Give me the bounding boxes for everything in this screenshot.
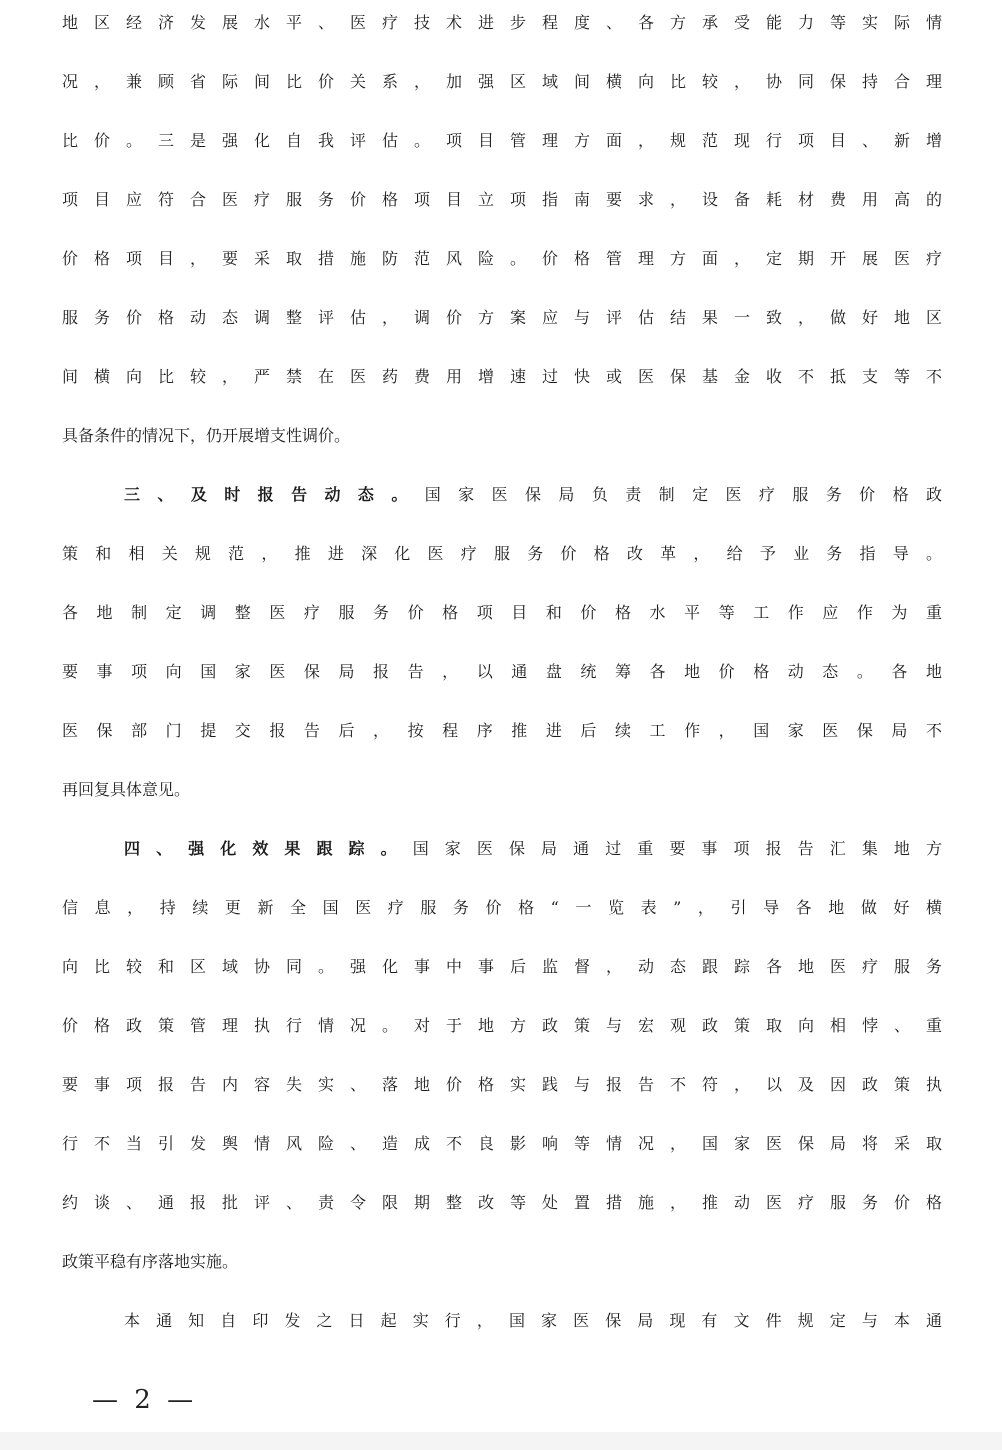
text-line: 本通知自印发之日起实行，国家医保局现有文件规定与本通 xyxy=(124,1311,942,1330)
text-line: 况，兼顾省际间比价关系，加强区域间横向比较，协同保持合理 xyxy=(62,72,942,91)
text-line: 间横向比较，严禁在医药费用增速过快或医保基金收不抵支等不 xyxy=(62,367,942,386)
text-line: 服务价格动态调整评估，调价方案应与评估结果一致，做好地区 xyxy=(62,308,942,327)
section-3 xyxy=(62,482,942,836)
section-3-heading: 三、及时报告动态。 xyxy=(124,485,425,504)
document-page xyxy=(62,10,942,1405)
text-line: 策和相关规范，推进深化医疗服务价格改革，给予业务指导。 xyxy=(62,544,942,563)
text-line: 再回复具体意见。 xyxy=(62,780,191,799)
text-line: 国家医保局通过重要事项报告汇集地方 xyxy=(412,839,942,858)
section-4 xyxy=(62,836,942,1308)
text-line: 比价。三是强化自我评估。项目管理方面，规范现行项目、新增 xyxy=(62,131,942,150)
closing-paragraph xyxy=(62,1308,942,1367)
section-4-heading: 四、强化效果跟踪。 xyxy=(124,839,413,858)
text-line: 信息，持续更新全国医疗服务价格“一览表”，引导各地做好横 xyxy=(62,898,942,917)
text-line: 政策平稳有序落地实施。 xyxy=(62,1252,239,1271)
text-line: 价格政策管理执行情况。对于地方政策与宏观政策取向相悖、重 xyxy=(62,1016,942,1035)
page-bottom-edge xyxy=(0,1432,1002,1450)
page-number: — 2 — xyxy=(92,1385,198,1415)
text-line: 国家医保局负责制定医疗服务价格政 xyxy=(424,485,942,504)
text-line: 具备条件的情况下，仍开展增支性调价。 xyxy=(62,426,351,445)
text-line: 项目应符合医疗服务价格项目立项指南要求，设备耗材费用高的 xyxy=(62,190,942,209)
text-line: 各地制定调整医疗服务价格项目和价格水平等工作应作为重 xyxy=(62,603,942,622)
text-line: 地区经济发展水平、医疗技术进步程度、各方承受能力等实际情 xyxy=(62,13,942,32)
text-line: 约谈、通报批评、责令限期整改等处置措施，推动医疗服务价格 xyxy=(62,1193,942,1212)
section-4-first-line xyxy=(62,836,942,895)
paragraph-continuation xyxy=(62,10,942,482)
section-3-first-line xyxy=(62,482,942,541)
text-line: 医保部门提交报告后，按程序推进后续工作，国家医保局不 xyxy=(62,721,942,740)
text-line: 行不当引发舆情风险、造成不良影响等情况，国家医保局将采取 xyxy=(62,1134,942,1153)
text-line: 向比较和区域协同。强化事中事后监督，动态跟踪各地医疗服务 xyxy=(62,957,942,976)
text-line: 要事项报告内容失实、落地价格实践与报告不符，以及因政策执 xyxy=(62,1075,942,1094)
text-line: 价格项目，要采取措施防范风险。价格管理方面，定期开展医疗 xyxy=(62,249,942,268)
text-line: 要事项向国家医保局报告，以通盘统筹各地价格动态。各地 xyxy=(62,662,942,681)
